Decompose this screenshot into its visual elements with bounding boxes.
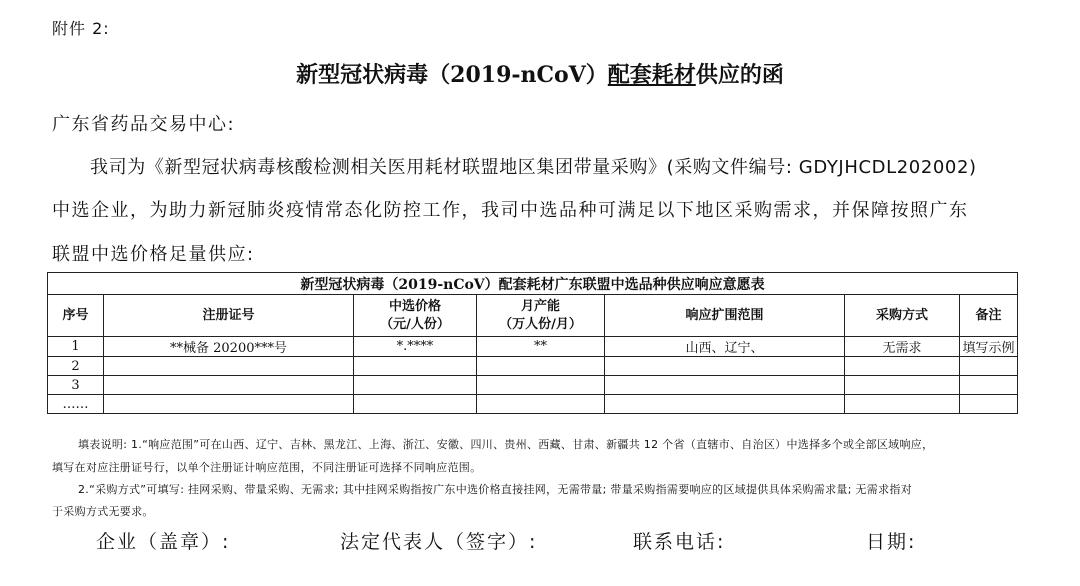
cell: 2 <box>48 357 104 376</box>
body-line-1: 我司为《新型冠状病毒核酸检测相关医用耗材联盟地区集团带量采购》(采购文件编号: GDYJHCDL202002) <box>90 157 977 178</box>
cell: 山西、辽宁、 <box>605 337 845 357</box>
cell <box>960 376 1018 395</box>
note-line-2: 填写在对应注册证号行，以单个注册证计响应范围，不同注册证可选择不同响应范围。 <box>52 461 482 474</box>
cell: 填写示例 <box>960 337 1018 357</box>
cell <box>354 376 477 395</box>
cell <box>477 395 605 414</box>
header-purchase-method: 采购方式 <box>845 295 960 337</box>
cell <box>354 395 477 414</box>
cell <box>477 357 605 376</box>
table-row <box>48 376 1018 395</box>
cell <box>605 357 845 376</box>
note-line-3: 2.“采购方式”可填写: 挂网采购、带量采购、无需求; 其中挂网采购指按广东中选价格直接挂网，无需带量; 带量采购指需要响应的区域提供具体采购需求量; 无需求指对 <box>78 483 912 496</box>
cell: ** <box>477 337 605 357</box>
cell <box>104 376 354 395</box>
cell: *.**** <box>354 337 477 357</box>
header-registration-no: 注册证号 <box>104 295 354 337</box>
signature-date: 日期: <box>866 531 917 553</box>
body-line-2: 中选企业，为助力新冠肺炎疫情常态化防控工作，我司中选品种可满足以下地区采购需求，并保障按照广东 <box>52 200 969 221</box>
header-price: 中选价格 （元/人份） <box>354 295 477 337</box>
cell <box>960 395 1018 414</box>
title-part-1: 新型冠状病毒（2019-nCoV） <box>296 62 608 88</box>
table-title-row <box>48 273 1018 295</box>
table-row <box>48 395 1018 414</box>
header-remarks: 备注 <box>960 295 1018 337</box>
cell: **械备 20200***号 <box>104 337 354 357</box>
header-response-scope: 响应扩围范围 <box>605 295 845 337</box>
signature-company: 企业（盖章）: <box>96 531 231 553</box>
attachment-label: 附件 2: <box>52 19 110 38</box>
cell <box>845 395 960 414</box>
cell <box>845 376 960 395</box>
note-line-1: 填表说明: 1.“响应范围”可在山西、辽宁、吉林、黑龙江、上海、浙江、安徽、四川、贵州、西藏、甘肃、新疆共 12 个省（直辖市、自治区）中选择多个或全部区域响应， <box>78 438 934 451</box>
document-title <box>0 58 1080 89</box>
cell: 3 <box>48 376 104 395</box>
header-index: 序号 <box>48 295 104 337</box>
table-row <box>48 357 1018 376</box>
note-line-4: 于采购方式无要求。 <box>52 505 154 518</box>
cell: 1 <box>48 337 104 357</box>
header-capacity: 月产能 （万人份/月） <box>477 295 605 337</box>
title-part-3: 供应的函 <box>695 62 784 88</box>
salutation: 广东省药品交易中心: <box>52 114 236 135</box>
title-part-2-underlined: 配套耗材 <box>607 62 696 88</box>
cell <box>104 395 354 414</box>
body-line-3: 联盟中选价格足量供应: <box>52 244 255 265</box>
cell <box>477 376 605 395</box>
cell: …… <box>48 395 104 414</box>
cell: 无需求 <box>845 337 960 357</box>
cell <box>605 376 845 395</box>
cell <box>845 357 960 376</box>
table-row <box>48 337 1018 357</box>
signature-legal-rep: 法定代表人（签字）: <box>340 531 538 553</box>
cell <box>605 395 845 414</box>
cell <box>104 357 354 376</box>
table-header-row <box>48 295 1018 337</box>
table-title: 新型冠状病毒（2019-nCoV）配套耗材广东联盟中选品种供应响应意愿表 <box>48 273 1018 295</box>
response-table <box>47 272 1018 414</box>
cell <box>960 357 1018 376</box>
signature-phone: 联系电话: <box>633 531 726 553</box>
cell <box>354 357 477 376</box>
